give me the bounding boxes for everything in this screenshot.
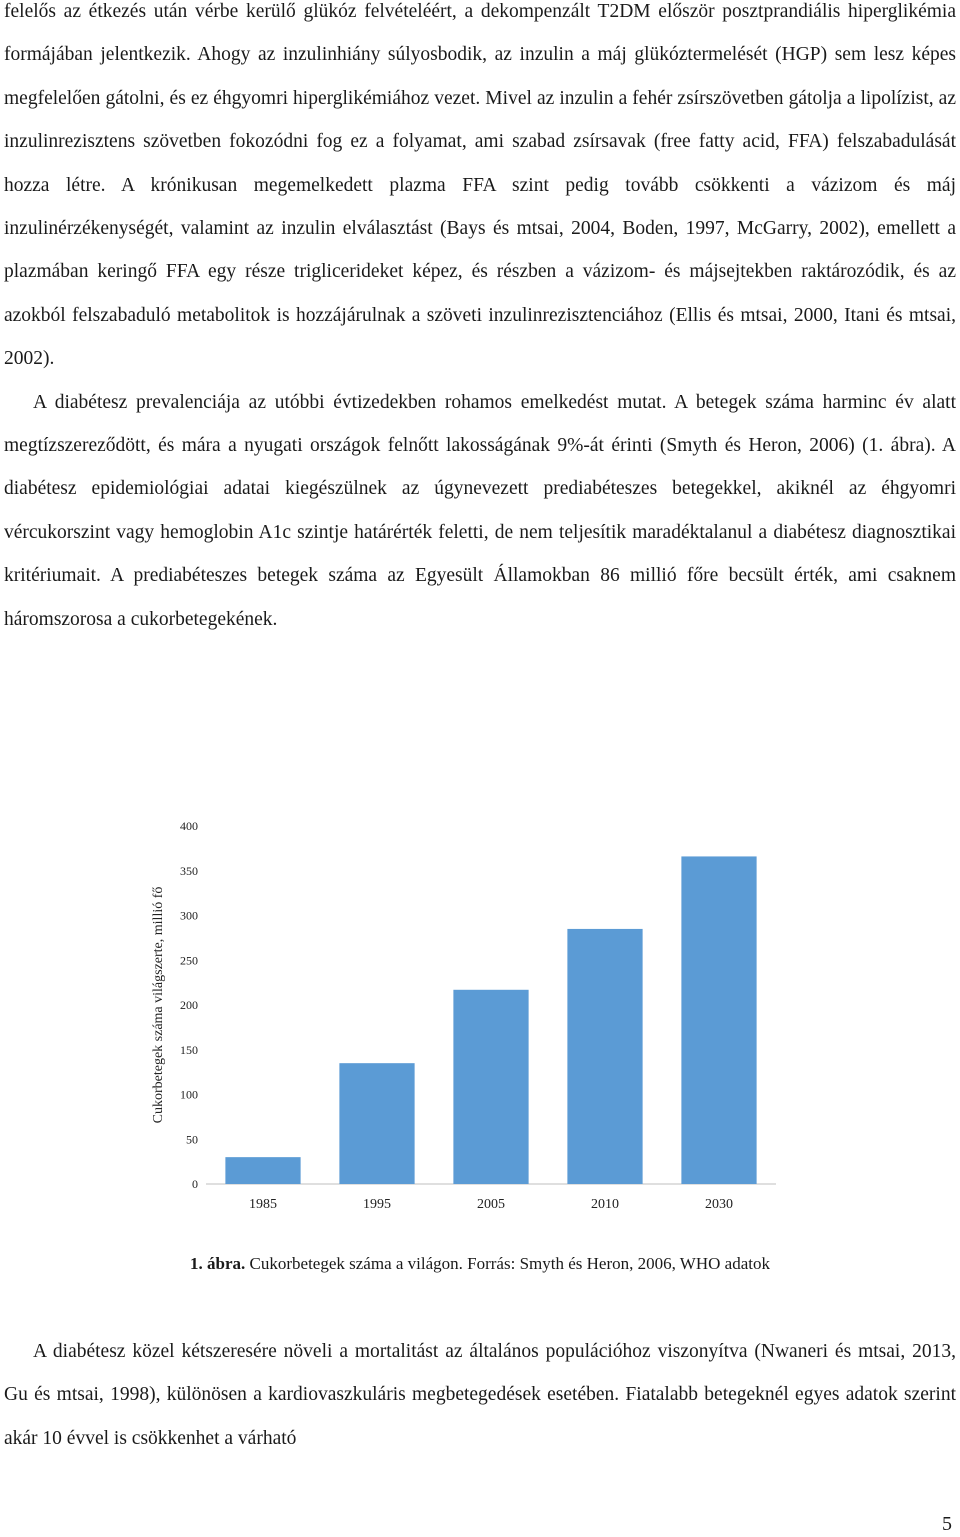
bar-2030 [681, 856, 756, 1184]
bar-chart-svg [140, 812, 800, 1224]
x-tick-label: 1995 [363, 1197, 391, 1212]
x-tick-label: 2005 [477, 1197, 505, 1212]
y-tick-label: 150 [180, 1042, 198, 1057]
caption-label: 1. ábra. [190, 1254, 246, 1273]
y-axis-label: Cukorbetegek száma világszerte, millió fő [151, 886, 166, 1124]
bar-2010 [567, 929, 642, 1184]
y-tick-label: 0 [192, 1177, 198, 1191]
bar-1995 [339, 1063, 414, 1184]
bar-2005 [453, 990, 528, 1184]
y-tick-label: 300 [180, 908, 198, 923]
y-tick-label: 50 [186, 1132, 198, 1147]
x-tick-label: 2010 [591, 1197, 619, 1212]
body-text-top [4, 0, 956, 641]
paragraph-1: felelős az étkezés után vérbe kerülő glükóz felvételéért, a dekompenzált T2DM először posztprandiális hiperglikémia formájában jelentkezik. Ahogy az inzulinhiány súlyosbodik, az inzulin a máj glükóztermelését (HGP) sem lesz képes megfelelően gátolni, és ez éhgyomri hiperglikémiához vezet. Mivel az inzulin a fehér zsírszövetben gátolja a lipolízist, az inzulinrezisztens szövetben fokozódni fog ez a folyamat, ami szabad zsírsavak (free fatty acid, FFA) felszabadulását hozza létre. A krónikusan megemelkedett plazma FFA szint pedig tovább csökkenti a vázizom és máj inzulinérzékenységét, valamint az inzulin elválasztást (Bays és mtsai, 2004, Boden, 1997, McGarry, 2002), emellett a plazmában keringő FFA egy része triglicerideket képez, és részben a vázizom- és májsejtekben raktározódik, és az azokból felszabaduló metabolitok is hozzájárulnak a szöveti inzulinrezisztenciához (Ellis és mtsai, 2000, Itani és mtsai, 2002). [4, 1, 956, 370]
x-tick-label: 1985 [249, 1197, 277, 1212]
page-number: 5 [942, 1513, 952, 1535]
y-tick-label: 100 [180, 1087, 198, 1102]
body-text-bottom [4, 1330, 956, 1460]
figure-bar-chart [140, 812, 800, 1224]
bar-1985 [225, 1157, 300, 1184]
caption-text: Cukorbetegek száma a világon. Forrás: Smyth és Heron, 2006, WHO adatok [245, 1254, 770, 1273]
x-tick-label: 2030 [705, 1197, 733, 1212]
figure-caption [0, 1254, 960, 1274]
paragraph-3: A diabétesz közel kétszeresére növeli a mortalitást az általános populációhoz viszonyítva (Nwaneri és mtsai, 2013, Gu és mtsai, 1998), különösen a kardiovaszkuláris megbetegedések esetében. Fiatalabb betegeknél egyes adatok szerint akár 10 évvel is csökkenhet a várható [4, 1341, 956, 1449]
y-tick-label: 200 [180, 998, 198, 1012]
y-tick-label: 350 [180, 863, 198, 878]
paragraph-2: A diabétesz prevalenciája az utóbbi évtizedekben rohamos emelkedést mutat. A betegek száma harminc év alatt megtízszereződött, és mára a nyugati országok felnőtt lakosságának 9%-át érinti (Smyth és Heron, 2006) (1. ábra). A diabétesz epidemiológiai adatai kiegészülnek az úgynevezett prediabéteszes betegekkel, akiknél az éhgyomri vércukorszint vagy hemoglobin A1c szintje határérték feletti, de nem teljesítik maradéktalanul a diabétesz diagnosztikai kritériumait. A prediabéteszes betegek száma az Egyesült Államokban 86 millió főre becsült érték, ami csaknem háromszorosa a cukorbetegekének. [4, 391, 956, 630]
y-tick-label: 250 [180, 953, 198, 968]
y-tick-label: 400 [180, 819, 198, 833]
